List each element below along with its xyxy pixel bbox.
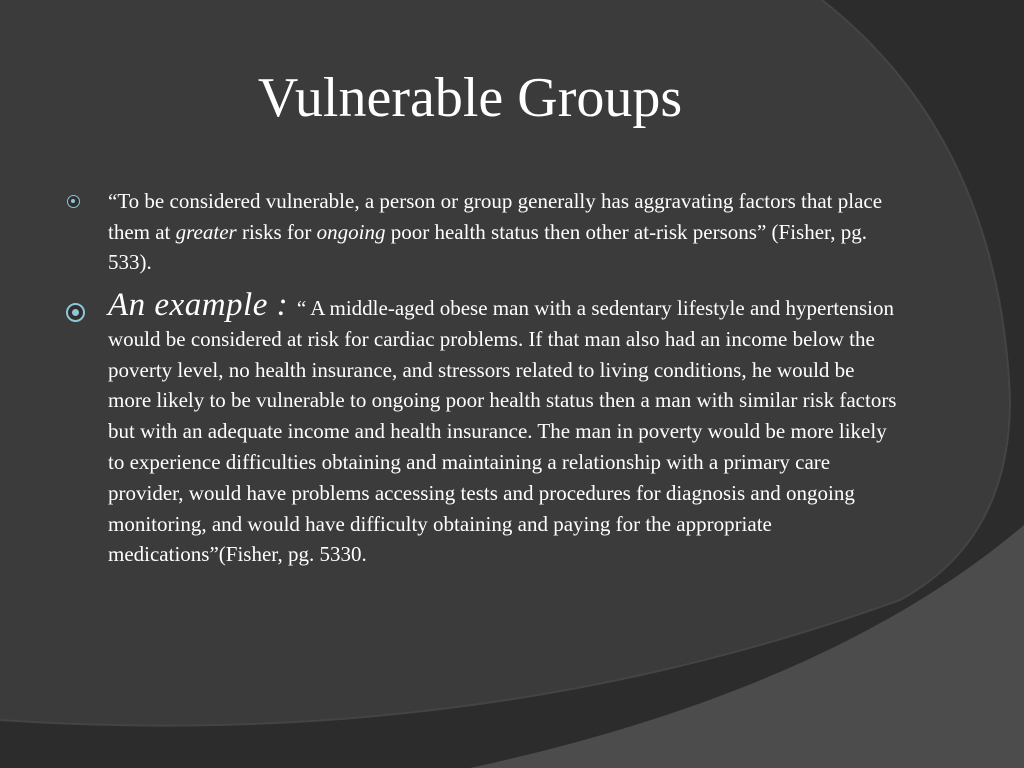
quote-text-part-2: risks for — [236, 219, 317, 244]
quote-text-part-1: “To be considered vulnerable, a person or group generally has aggravating factors that place them at — [108, 189, 883, 244]
example-body: “ A middle-aged obese man with a sedentary lifestyle and hypertension would be considered at risk for cardiac problems. If that man also had an income below the poverty level, no health insurance, and stressors related to living conditions, he would be more likely to be vulnerable to ongoing poor health status then a man with similar risk factors but with an adequate income and health insurance. The man in poverty would be more likely to experience difficulties obtaining and maintaining a relationship with a primary care provider, would have problems accessing tests and procedures for diagnosis and ongoing monitoring, and would have difficulty obtaining and paying for the appropriate medications”(Fisher, pg. 5330. — [108, 296, 897, 567]
slide-title: Vulnerable Groups — [257, 67, 683, 129]
example-lead: An example : — [108, 287, 297, 323]
quote-emphasis-greater: greater — [175, 219, 237, 244]
quote-text-part-3: poor health status then other at-risk persons” (Fisher, pg. 533). — [108, 219, 867, 274]
circle-dot-icon — [66, 303, 85, 322]
quote-emphasis-ongoing: ongoing — [316, 219, 386, 244]
bullet-quote-definition — [108, 186, 898, 278]
circle-dot-icon — [67, 195, 80, 208]
bullet-example — [108, 287, 898, 570]
